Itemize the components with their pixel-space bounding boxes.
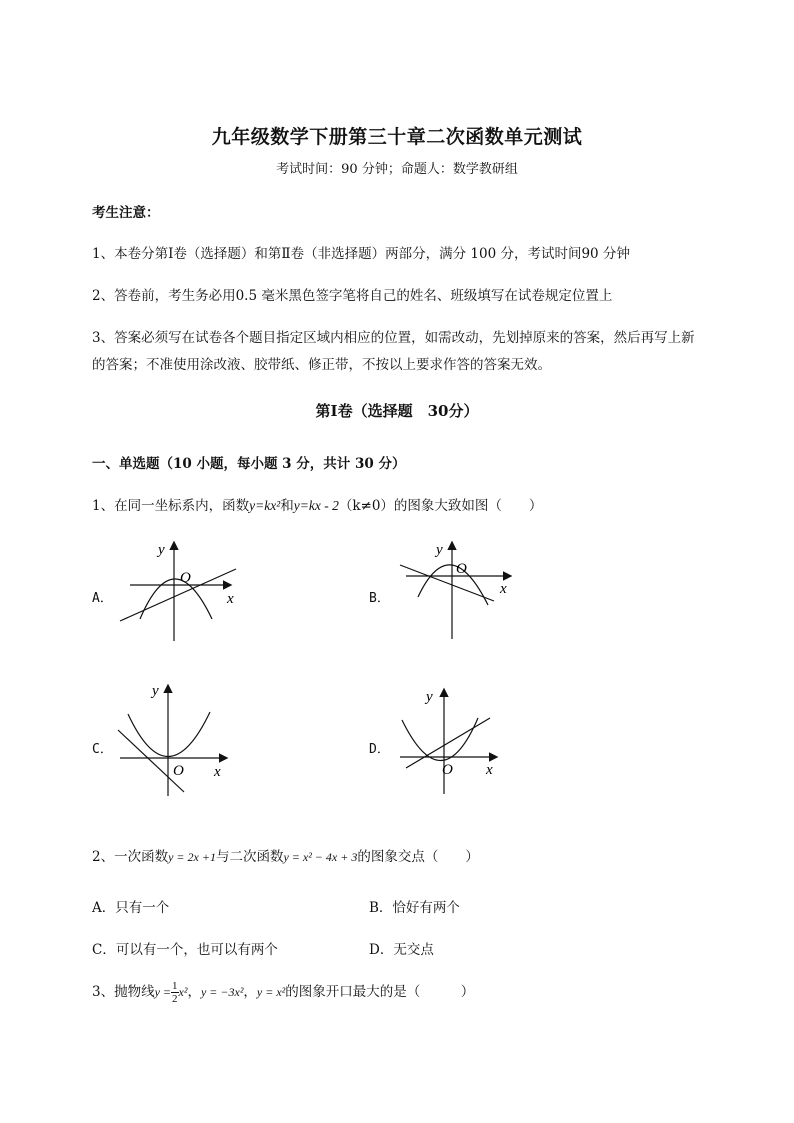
q1-suffix: 的图象大致如图（ ） [393, 498, 543, 514]
question-3 [92, 980, 474, 1005]
notice-item-3: 3、答案必须写在试卷各个题目指定区域内相应的位置，如需改动，先划掉原来的答案，然后再写上新 [92, 330, 695, 346]
q1-formula-1: y=kx² [249, 498, 281, 513]
notice-item-1: 1、本卷分第Ⅰ卷（选择题）和第Ⅱ卷（非选择题）两部分，满分 100 分，考试时间90 分钟 [92, 246, 630, 262]
q2-formula-2: y = x² − 4x + 3 [283, 850, 358, 864]
origin-label: O [442, 762, 453, 778]
q2-prefix: 2、一次函数 [92, 849, 169, 865]
section-title: 第Ⅰ卷（选择题 30分） [315, 402, 479, 420]
q3-suffix: 的图象开口最大的是（ ） [285, 984, 475, 1000]
q1-option-d-label[interactable]: D． [369, 742, 390, 757]
notice-item-2: 2、答卷前，考生务必用0.5 毫米黑色签字笔将自己的姓名、班级填写在试卷规定位置上 [92, 288, 613, 304]
y-label: y [426, 689, 433, 705]
q3-frac-den: 2 [172, 993, 178, 1005]
q3-fraction [171, 980, 179, 1005]
page-title: 九年级数学下册第三十章二次函数单元测试 [211, 126, 583, 148]
x-label: x [500, 581, 507, 597]
q3-y-eq: y = [154, 985, 172, 999]
q2-option-d[interactable]: D．无交点 [369, 942, 434, 958]
q1-condition: （k≠0） [338, 498, 394, 514]
q1-mid: 和 [280, 498, 294, 514]
y-label: y [152, 683, 159, 699]
line [406, 718, 490, 768]
q1-graph-d[interactable] [392, 682, 512, 798]
q3-sep-2: ， [243, 984, 257, 1000]
x-label: x [486, 762, 493, 778]
question-2 [92, 845, 479, 865]
q1-graph-c[interactable] [110, 678, 240, 798]
notice-item-3-cont: 的答案；不准使用涂改液、胶带纸、修正带，不按以上要求作答的答案无效。 [92, 357, 551, 373]
q2-option-c[interactable]: C．可以有一个，也可以有两个 [92, 942, 278, 958]
q1-formula-2: y=kx - 2 [293, 498, 339, 513]
origin-label: O [456, 561, 467, 577]
parabola [402, 718, 478, 761]
part-heading: 一、单选题（10 小题，每小题 3 分，共计 30 分） [92, 456, 406, 472]
exam-info: 考试时间：90 分钟；命题人：数学教研组 [276, 162, 518, 177]
q2-mid: 与二次函数 [215, 849, 284, 865]
q3-frac-num: 1 [172, 980, 178, 992]
q1-option-a-label[interactable]: A． [92, 591, 113, 606]
parabola [128, 712, 210, 757]
line [400, 565, 494, 601]
line [120, 569, 236, 621]
q2-option-b[interactable]: B．恰好有两个 [369, 900, 460, 916]
notice-heading: 考生注意： [92, 205, 160, 221]
q3-formula-1-tail: x² [178, 985, 188, 999]
q1-option-b-label[interactable]: B． [369, 591, 390, 606]
q1-prefix: 1、在同一坐标系内，函数 [92, 498, 250, 514]
q3-sep-1: ， [187, 984, 201, 1000]
y-label: y [158, 542, 165, 558]
q3-formula-3: y = x² [256, 985, 286, 999]
origin-label: O [173, 763, 184, 779]
q2-suffix: 的图象交点（ ） [357, 849, 479, 865]
q1-graph-b[interactable] [392, 535, 522, 647]
q2-formula-1: y = 2x +1 [168, 850, 216, 864]
q3-prefix: 3、抛物线 [92, 984, 155, 1000]
question-1 [92, 494, 542, 514]
origin-label: O [180, 570, 191, 586]
x-label: x [227, 591, 234, 607]
q1-option-c-label[interactable]: C． [92, 742, 113, 757]
q3-formula-2: y = −3x² [200, 985, 244, 999]
q2-option-a[interactable]: A．只有一个 [92, 900, 170, 916]
y-label: y [436, 542, 443, 558]
q1-graph-a[interactable] [112, 535, 252, 647]
line [118, 730, 184, 792]
x-label: x [214, 764, 221, 780]
